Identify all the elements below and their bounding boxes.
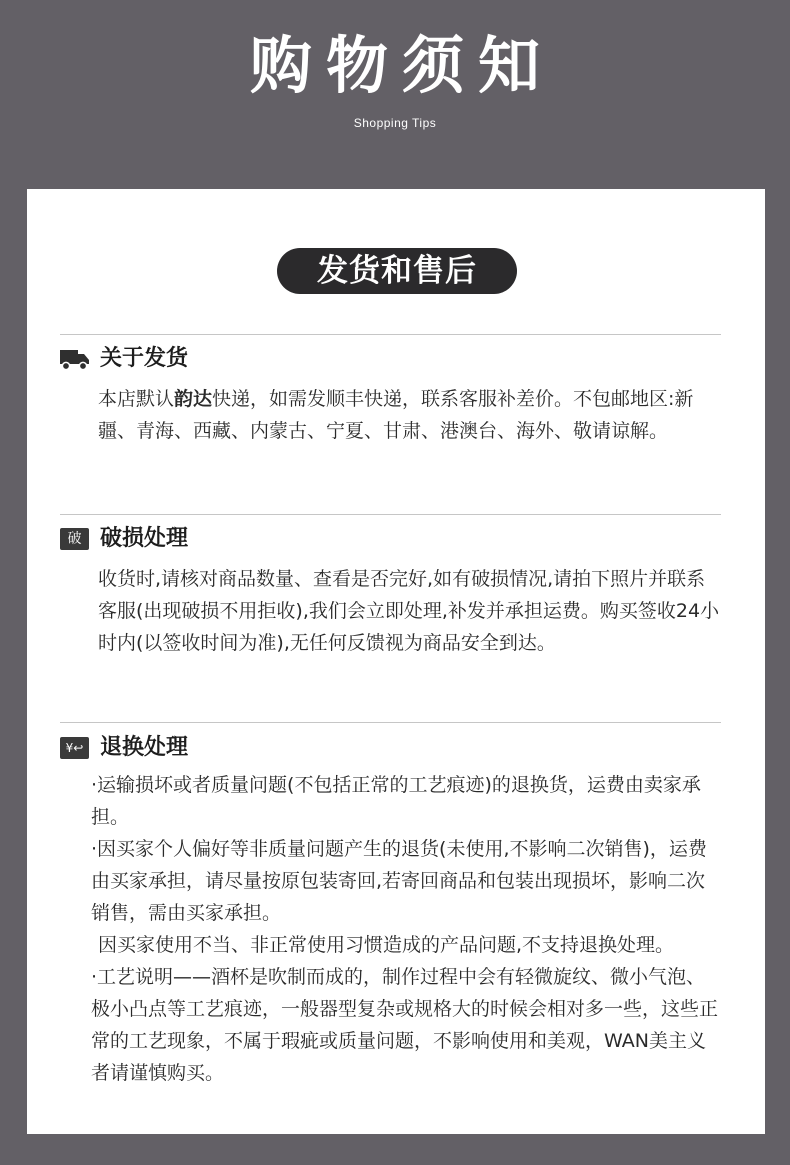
paragraph: 收货时,请核对商品数量、查看是否完好,如有破损情况,请拍下照片并联系客服(出现破损不用拒收),我们会立即处理,补发并承担运费。购买签收24小时内(以签收时间为准),无任何反馈视为商品安全到达。	[98, 568, 720, 654]
header	[0, 0, 790, 189]
section-badge: 发货和售后	[277, 248, 517, 294]
paragraph: ·因买家个人偏好等非质量问题产生的退货(未使用,不影响二次销售)，运费由买家承担，请尽量按原包装寄回,若寄回商品和包装出现损坏，影响二次销售，需由买家承担。	[91, 838, 707, 924]
paragraph: ·工艺说明——酒杯是吹制而成的，制作过程中会有轻微旋纹、微小气泡、极小凸点等工艺痕迹，一般器型复杂或规格大的时候会相对多一些，这些正常的工艺现象，不属于瑕疵或质量问题，不影响使用和美观，WAN美主义者请谨慎购买。	[91, 966, 719, 1084]
truck-icon	[60, 348, 90, 376]
section-title: 退换处理	[100, 735, 189, 760]
damage-text	[98, 563, 723, 659]
page-title: 购物须知	[249, 29, 554, 102]
returns-text	[91, 769, 723, 1089]
paragraph: ·运输损坏或者质量问题(不包括正常的工艺痕迹)的退换货，运费由卖家承担。	[91, 774, 701, 828]
shipping-text	[98, 383, 723, 447]
paragraph: 因买家使用不当、非正常使用习惯造成的产品问题,不支持退换处理。	[98, 934, 675, 956]
section-title: 关于发货	[100, 346, 189, 371]
divider	[60, 722, 721, 723]
text-segment: 本店默认	[98, 388, 175, 410]
page-subtitle: Shopping Tips	[353, 116, 437, 130]
broken-icon: 破	[60, 528, 89, 550]
section-title: 破损处理	[100, 526, 189, 551]
courier-name: 韵达	[174, 388, 213, 410]
divider	[60, 334, 721, 335]
divider	[60, 514, 721, 515]
return-icon: ¥↩	[60, 737, 89, 759]
text-segment: 快递，如需发顺丰快递，联系客服补差价。不包邮地区:新疆、青海、西藏、内蒙古、宁夏、甘肃、港澳台、海外、敬请谅解。	[98, 388, 694, 442]
content-card	[27, 189, 765, 1134]
